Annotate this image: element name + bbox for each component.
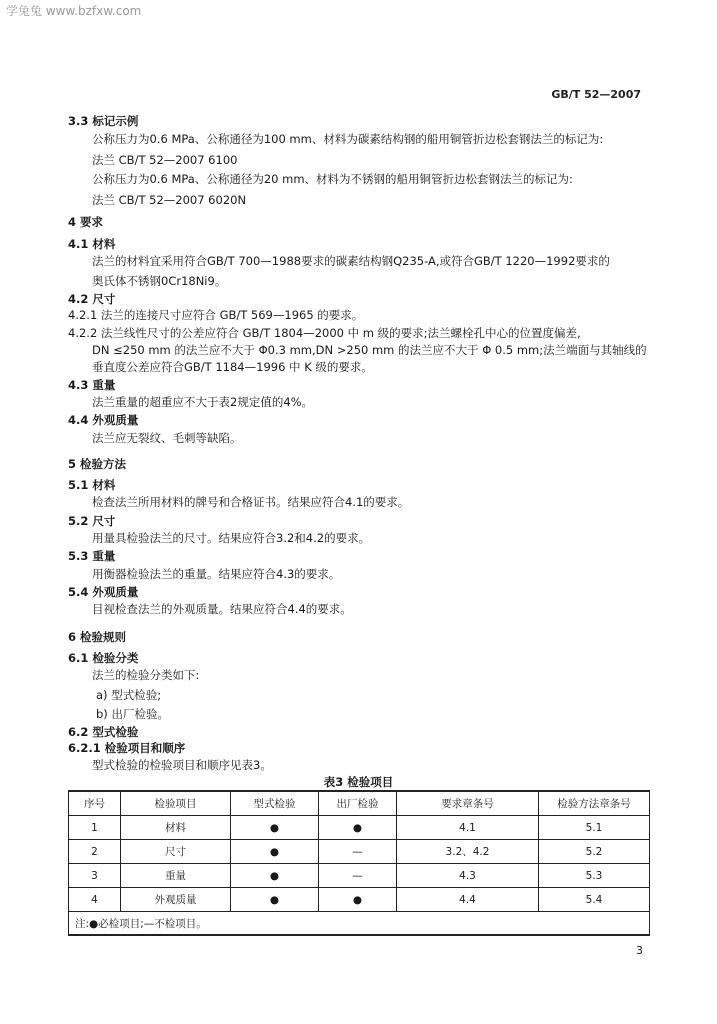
table-cell: 1 (69, 816, 121, 840)
table-cell: ● (231, 840, 319, 864)
header-cell: 要求章条号 (397, 791, 539, 816)
section-4-heading: 4 要求 (68, 215, 104, 229)
table-cell: 4.1 (397, 816, 539, 840)
table-cell: 4.4 (397, 888, 539, 912)
table-cell: 5.1 (539, 816, 650, 840)
paragraph: 法兰的材料宜采用符合GB/T 700—1988要求的碳素结构钢Q235-A,或符合GB/T 1220—1992要求的 (92, 254, 610, 268)
table-cell: 4 (69, 888, 121, 912)
table-caption: 表3 检验项目 (323, 775, 394, 789)
table-header-row (69, 791, 650, 816)
table-cell: — (319, 840, 397, 864)
table-cell: ● (319, 888, 397, 912)
table-note-row (69, 912, 650, 936)
section-5-heading: 5 检验方法 (68, 457, 127, 471)
paragraph: 用量具检验法兰的尺寸。结果应符合3.2和4.2的要求。 (92, 531, 371, 545)
table-cell: 5.4 (539, 888, 650, 912)
paragraph: 法兰重量的超重应不大于表2规定值的4%。 (92, 395, 314, 409)
table-cell: — (319, 864, 397, 888)
table-cell: ● (319, 816, 397, 840)
header-cell: 检验项目 (121, 791, 231, 816)
section-5-3-heading: 5.3 重量 (68, 549, 116, 563)
standard-code: GB/T 52—2007 (551, 88, 641, 101)
table-cell: 3 (69, 864, 121, 888)
table-row (69, 840, 650, 864)
paragraph: 奥氏体不锈钢0Cr18Ni9。 (92, 274, 227, 288)
section-5-2-heading: 5.2 尺寸 (68, 514, 116, 528)
table-cell: 重量 (121, 864, 231, 888)
paragraph: 法兰应无裂纹、毛刺等缺陷。 (92, 431, 242, 445)
header-cell: 出厂检验 (319, 791, 397, 816)
paragraph: 4.2.1 法兰的连接尺寸应符合 GB/T 569—1965 的要求。 (68, 308, 364, 322)
section-4-2-heading: 4.2 尺寸 (68, 292, 116, 306)
table-cell: ● (231, 888, 319, 912)
section-3-3-heading: 3.3 标记示例 (68, 114, 139, 128)
table-note: 注:●必检项目;—不检项目。 (69, 912, 650, 936)
table-cell: 材料 (121, 816, 231, 840)
section-4-3-heading: 4.3 重量 (68, 378, 116, 392)
page-number: 3 (636, 944, 643, 957)
table-cell: ● (231, 816, 319, 840)
section-4-4-heading: 4.4 外观质量 (68, 413, 139, 427)
table-cell: 5.2 (539, 840, 650, 864)
table-cell: 4.3 (397, 864, 539, 888)
inspection-table (68, 790, 650, 936)
paragraph: 检查法兰所用材料的牌号和合格证书。结果应符合4.1的要求。 (92, 495, 410, 509)
table-cell: 2 (69, 840, 121, 864)
table-row (69, 864, 650, 888)
header-cell: 型式检验 (231, 791, 319, 816)
table-cell: 5.3 (539, 864, 650, 888)
paragraph: 法兰 CB/T 52—2007 6100 (92, 153, 238, 167)
paragraph: 目视检查法兰的外观质量。结果应符合4.4的要求。 (92, 602, 352, 616)
paragraph: 垂直度公差应符合GB/T 1184—1996 中 K 级的要求。 (92, 360, 373, 374)
paragraph: DN ≤250 mm 的法兰应不大于 Φ0.3 mm,DN >250 mm 的法兰应不大于 Φ 0.5 mm;法兰端面与其轴线的 (92, 343, 647, 357)
section-6-2-1-heading: 6.2.1 检验项目和顺序 (68, 741, 186, 755)
table-cell: ● (231, 864, 319, 888)
paragraph: 公称压力为0.6 MPa、公称通径为20 mm、材料为不锈钢的船用铜管折边松套钢法兰的标记为: (92, 172, 573, 186)
section-5-4-heading: 5.4 外观质量 (68, 585, 139, 599)
list-item: a) 型式检验; (96, 688, 162, 702)
paragraph: 公称压力为0.6 MPa、公称通径为100 mm、材料为碳素结构钢的船用铜管折边松套钢法兰的标记为: (92, 132, 604, 146)
table-cell: 外观质量 (121, 888, 231, 912)
table-cell: 尺寸 (121, 840, 231, 864)
header-cell: 序号 (69, 791, 121, 816)
paragraph: 法兰的检验分类如下: (92, 668, 200, 682)
section-6-2-heading: 6.2 型式检验 (68, 725, 139, 739)
table-row (69, 816, 650, 840)
section-6-heading: 6 检验规则 (68, 630, 127, 644)
section-5-1-heading: 5.1 材料 (68, 478, 116, 492)
table-row (69, 888, 650, 912)
paragraph: 型式检验的检验项目和顺序见表3。 (92, 758, 272, 772)
paragraph: 用衡器检验法兰的重量。结果应符合4.3的要求。 (92, 567, 341, 581)
header-cell: 检验方法章条号 (539, 791, 650, 816)
table-cell: 3.2、4.2 (397, 840, 539, 864)
section-4-1-heading: 4.1 材料 (68, 237, 116, 251)
paragraph: 4.2.2 法兰线性尺寸的公差应符合 GB/T 1804—2000 中 m 级的要求;法兰螺栓孔中心的位置度偏差, (68, 326, 581, 340)
paragraph: 法兰 CB/T 52—2007 6020N (92, 193, 247, 207)
list-item: b) 出厂检验。 (96, 707, 169, 721)
watermark: 学兔兔 www.bzfxw.com (6, 4, 142, 18)
section-6-1-heading: 6.1 检验分类 (68, 651, 139, 665)
